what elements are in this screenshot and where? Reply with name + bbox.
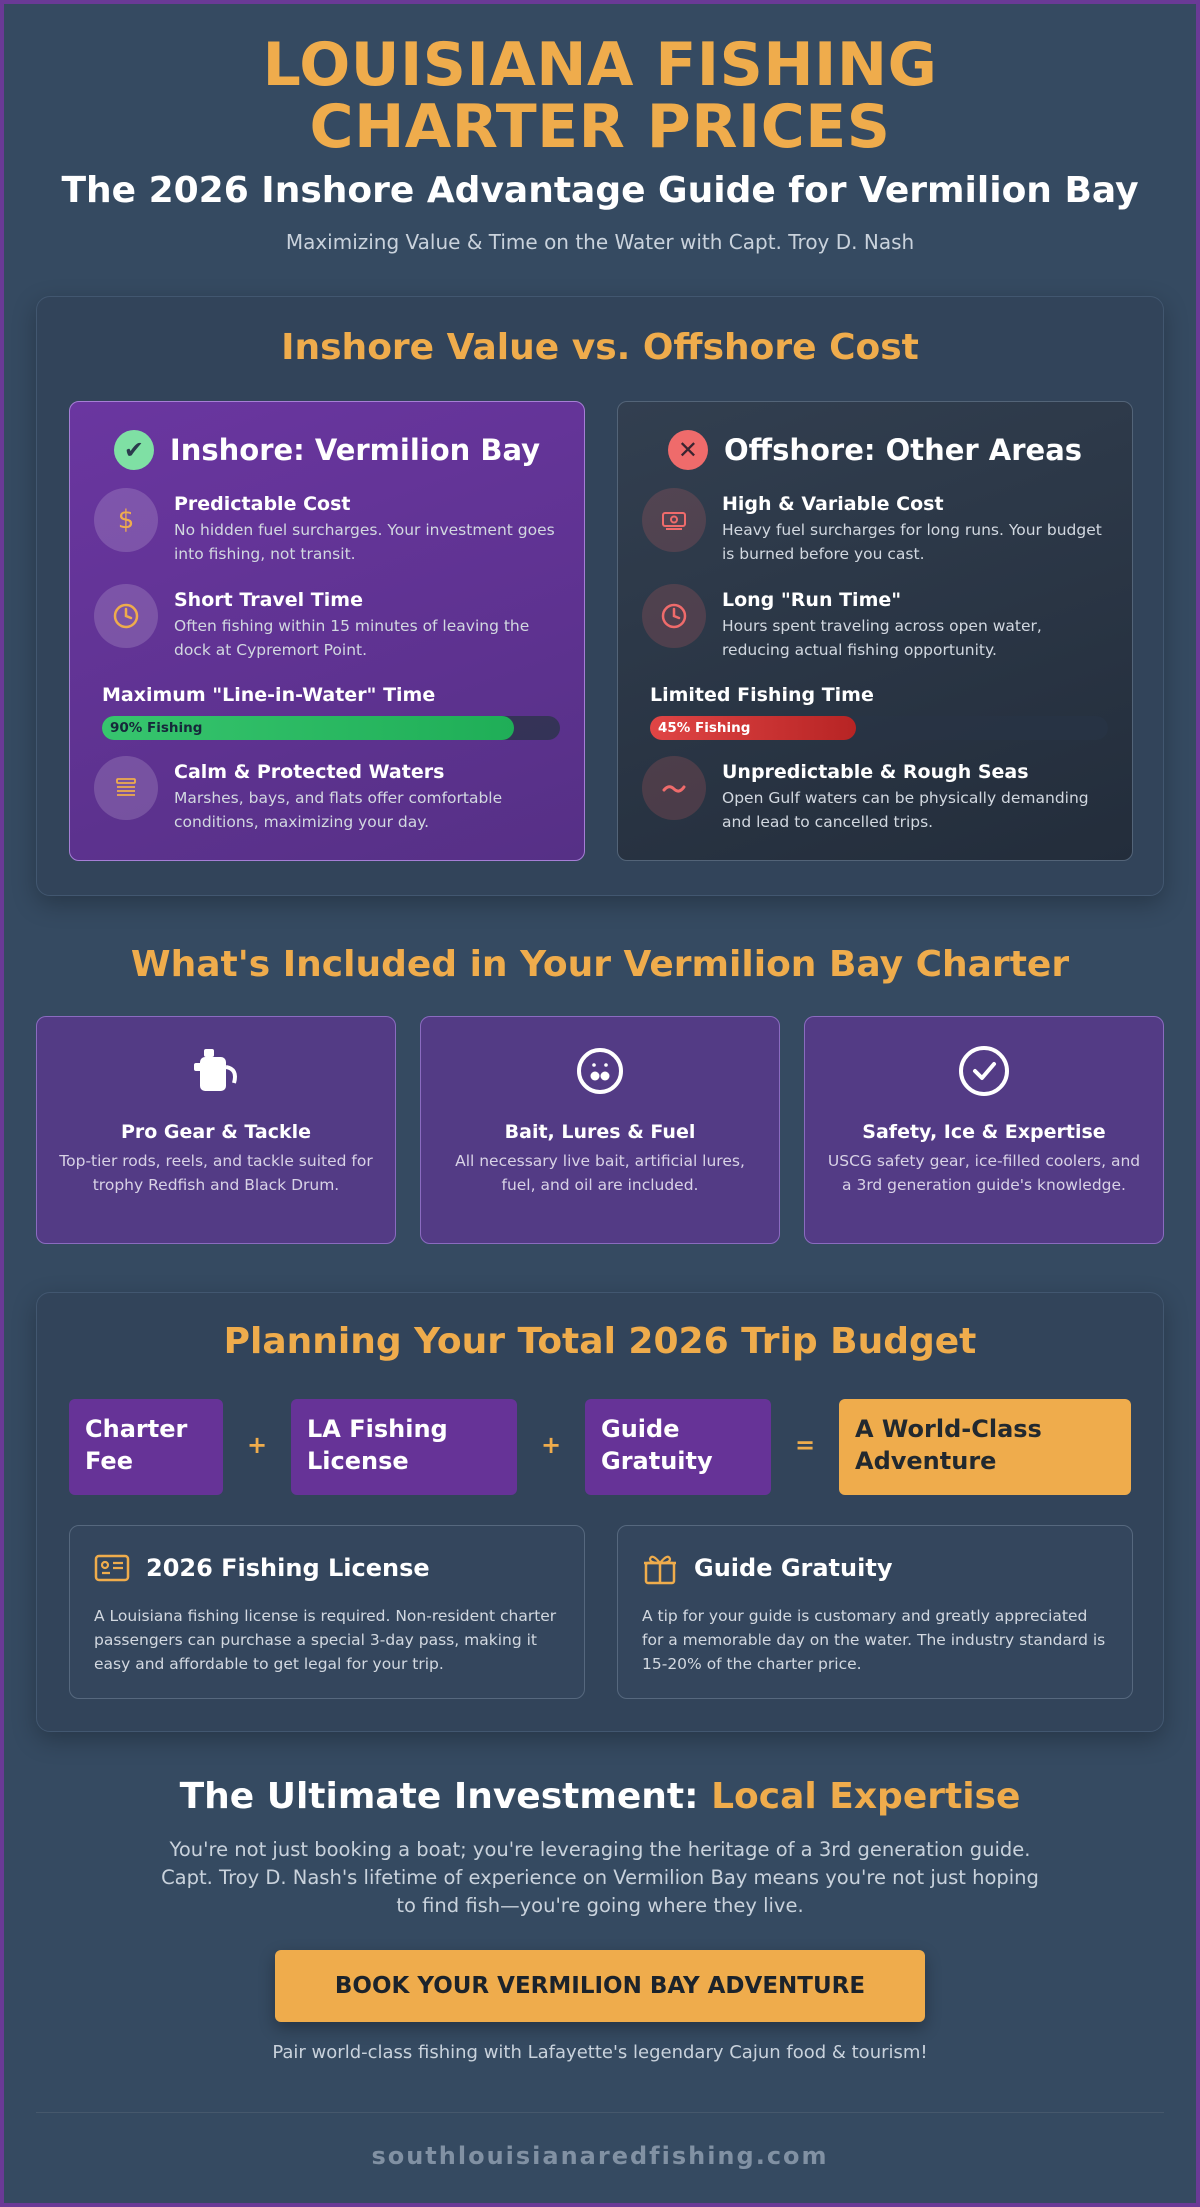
feature-title: Long "Run Time"	[722, 589, 902, 611]
inshore-bar-title: Maximum "Line-in-Water" Time	[102, 684, 436, 706]
infographic-page	[4, 4, 1196, 2203]
footer-divider	[36, 2112, 1164, 2113]
book-adventure-button[interactable]: BOOK YOUR VERMILION BAY ADVENTURE	[275, 1950, 925, 2022]
feature-title: High & Variable Cost	[722, 493, 944, 515]
water-icon	[94, 756, 158, 820]
dollar-icon: $	[94, 488, 158, 552]
header	[4, 4, 1196, 254]
inshore-header	[94, 428, 584, 472]
feature-title: Predictable Cost	[174, 493, 351, 515]
included-title-text: Pro Gear & Tackle	[120, 1121, 312, 1143]
cta-body: You're not just booking a boat; you're leveraging the heritage of a 3rd generation guide. Capt. Troy D. Nash's lifetime of experience on Vermilion Bay means you're not just hoping to find fish—you're going where they live.	[161, 1838, 1039, 1917]
fishing-reel-icon	[188, 1043, 244, 1099]
equation-plus: +	[247, 1431, 268, 1459]
inshore-card	[69, 401, 585, 861]
included-title-text: Bait, Lures & Fuel	[504, 1121, 696, 1143]
included-card-gear	[36, 1016, 396, 1244]
budget-title: Planning Your Total 2026 Trip Budget	[223, 1321, 977, 1362]
cta-note: Pair world-class fishing with Lafayette's legendary Cajun food & tourism!	[272, 2042, 928, 2063]
feature-desc: Open Gulf waters can be physically demanding and lead to cancelled trips.	[722, 789, 1089, 831]
page-title: LOUISIANA FISHING CHARTER PRICES	[262, 30, 938, 162]
check-icon: ✔	[114, 430, 154, 470]
feature-title: Short Travel Time	[174, 589, 363, 611]
license-card-title: 2026 Fishing License	[146, 1554, 430, 1582]
included-title: What's Included in Your Vermilion Bay Charter	[130, 944, 1070, 985]
comparison-title: Inshore Value vs. Offshore Cost	[281, 327, 919, 368]
clock-icon	[642, 584, 706, 648]
equation-gratuity: Guide Gratuity	[585, 1399, 771, 1495]
feature-desc: Often fishing within 15 minutes of leaving the dock at Cypremort Point.	[174, 617, 530, 659]
comparison-panel	[36, 296, 1164, 896]
included-title-text: Safety, Ice & Expertise	[862, 1121, 1106, 1143]
gratuity-card-body: A tip for your guide is customary and greatly appreciated for a memorable day on the water. The industry standard is 15-20% of the charter price.	[642, 1607, 1106, 1673]
offshore-feature	[642, 756, 1112, 834]
inshore-progress-fill: 90% Fishing	[102, 716, 514, 740]
gratuity-card-title: Guide Gratuity	[694, 1554, 893, 1582]
budget-panel	[36, 1292, 1164, 1732]
included-desc: Top-tier rods, reels, and tackle suited for trophy Redfish and Black Drum.	[59, 1152, 373, 1194]
offshore-card	[617, 401, 1133, 861]
footer-site-link[interactable]: southlouisianaredfishing.com	[371, 2142, 829, 2170]
clock-icon	[94, 584, 158, 648]
feature-desc: Heavy fuel surcharges for long runs. Your budget is burned before you cast.	[722, 521, 1102, 563]
included-card-safety	[804, 1016, 1164, 1244]
feature-desc: No hidden fuel surcharges. Your investment goes into fishing, not transit.	[174, 521, 555, 563]
equation-result: A World-Class Adventure	[839, 1399, 1131, 1495]
page-subtitle: The 2026 Inshore Advantage Guide for Vermilion Bay	[61, 170, 1139, 211]
bait-icon	[572, 1043, 628, 1099]
equation-charter-fee: Charter Fee	[69, 1399, 223, 1495]
offshore-feature	[642, 488, 1112, 566]
money-icon	[642, 488, 706, 552]
id-card-icon	[94, 1550, 130, 1586]
inshore-feature	[94, 584, 564, 662]
offshore-progress-bar	[650, 716, 1108, 740]
inshore-heading: Inshore: Vermilion Bay	[169, 433, 541, 467]
cta-title	[4, 1776, 1196, 1817]
equation-equals: =	[795, 1431, 816, 1459]
check-circle-icon	[956, 1043, 1012, 1099]
inshore-progress-bar	[102, 716, 560, 740]
feature-title: Unpredictable & Rough Seas	[722, 761, 1029, 783]
license-card-body: A Louisiana fishing license is required. Non-resident charter passengers can purchase a special 3-day pass, making it easy and affordable to get legal for your trip.	[94, 1607, 557, 1673]
equation-license: LA Fishing License	[291, 1399, 517, 1495]
included-card-bait	[420, 1016, 780, 1244]
offshore-header	[642, 428, 1132, 472]
gratuity-card	[617, 1525, 1133, 1699]
wave-icon	[642, 756, 706, 820]
included-desc: USCG safety gear, ice-filled coolers, and a 3rd generation guide's knowledge.	[827, 1152, 1141, 1194]
feature-desc: Hours spent traveling across open water, reducing actual fishing opportunity.	[722, 617, 1042, 659]
inshore-feature	[94, 488, 564, 566]
feature-desc: Marshes, bays, and flats offer comfortable conditions, maximizing your day.	[174, 789, 503, 831]
x-icon: ✕	[668, 430, 708, 470]
included-desc: All necessary live bait, artificial lures, fuel, and oil are included.	[455, 1152, 745, 1194]
cta-title-accent: Local Expertise	[711, 1776, 1021, 1817]
page-tagline: Maximizing Value & Time on the Water with Capt. Troy D. Nash	[285, 230, 915, 254]
cta-title-lead: The Ultimate Investment:	[179, 1776, 712, 1817]
inshore-feature	[94, 756, 564, 834]
offshore-feature	[642, 584, 1112, 662]
license-card	[69, 1525, 585, 1699]
offshore-heading: Offshore: Other Areas	[723, 433, 1083, 467]
equation-plus: +	[541, 1431, 562, 1459]
budget-equation	[69, 1399, 1133, 1495]
gift-icon	[642, 1550, 678, 1586]
offshore-bar-title: Limited Fishing Time	[650, 684, 874, 706]
offshore-progress-fill: 45% Fishing	[650, 716, 856, 740]
feature-title: Calm & Protected Waters	[174, 761, 445, 783]
